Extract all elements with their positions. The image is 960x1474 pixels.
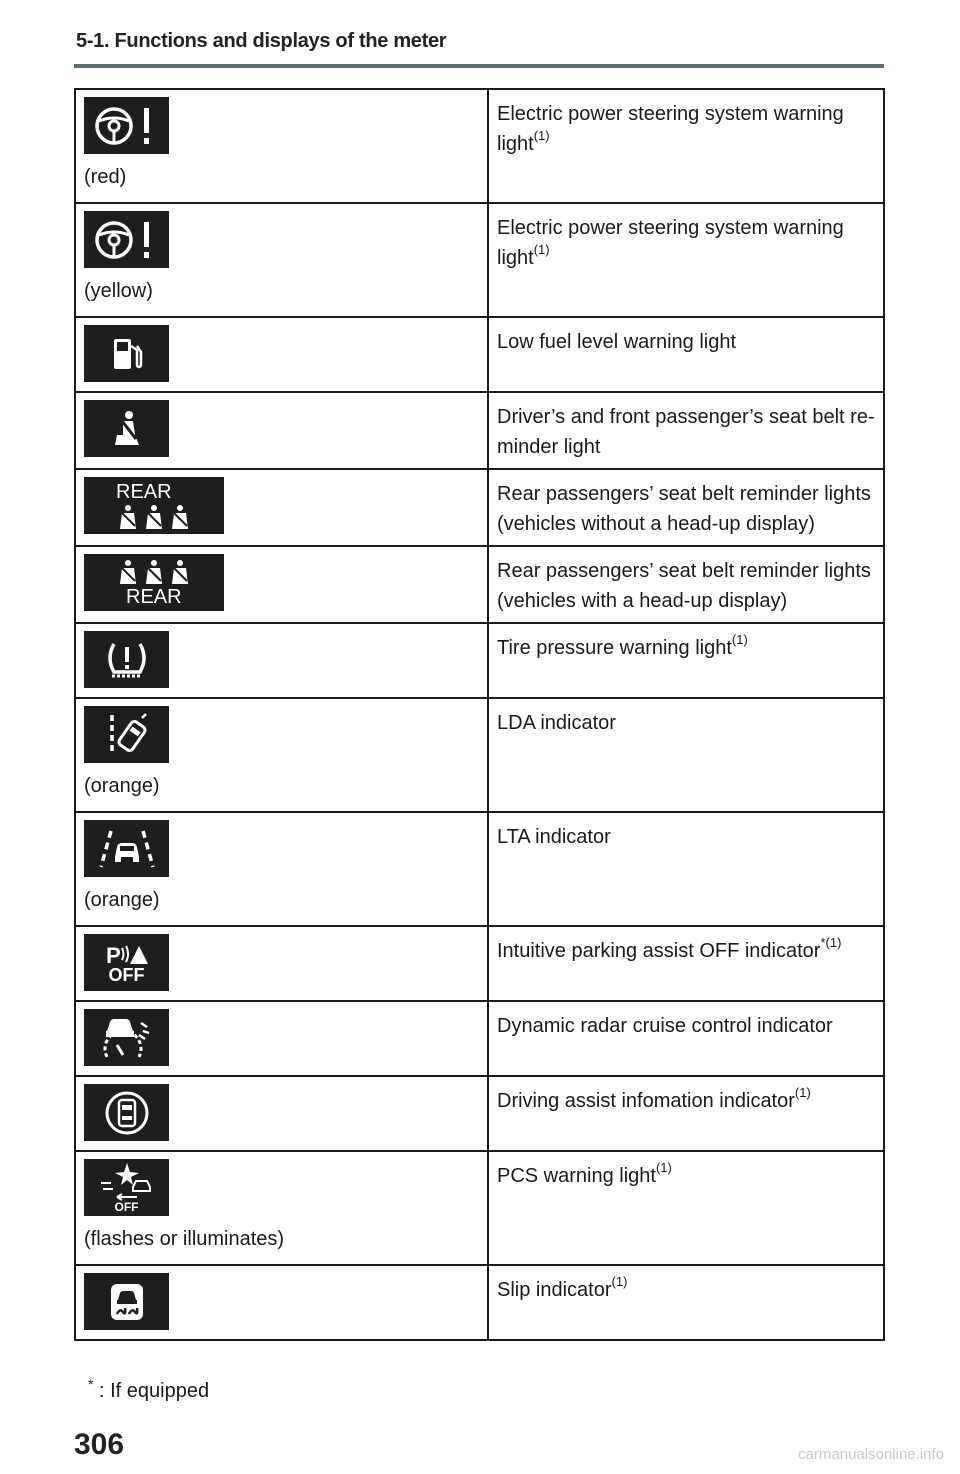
color-note: (flashes or illuminates)	[84, 1228, 285, 1250]
radar-cruise-icon	[84, 1009, 169, 1066]
icon-label: OFF	[108, 964, 145, 985]
footnote-marker: *	[88, 1376, 94, 1392]
light-description: Dynamic radar cruise control indicator	[497, 1015, 833, 1037]
tire-pressure-icon	[84, 631, 169, 688]
icon-label: OFF	[114, 1199, 139, 1214]
footnote-text: : If equipped	[99, 1380, 210, 1402]
power-steering-warning-icon	[84, 211, 169, 268]
footnote-ref: (1)	[731, 632, 748, 647]
footnote-ref: (1)	[611, 1274, 628, 1289]
color-note: (orange)	[84, 889, 160, 911]
table-row	[75, 1151, 884, 1265]
table-row	[75, 469, 884, 546]
light-description: Electric power steering system warning light	[497, 217, 844, 269]
color-note: (yellow)	[84, 280, 153, 302]
pcs-warning-icon	[84, 1159, 169, 1216]
light-description: Rear passengers’ seat belt reminder lights (vehicles without a head-up display)	[497, 483, 871, 535]
light-description: Intuitive parking assist OFF indicator	[497, 940, 821, 962]
footnote-ref: (1)	[655, 1160, 672, 1175]
warning-lights-table	[74, 88, 885, 1341]
light-description: Rear passengers’ seat belt reminder lights (vehicles with a head-up display)	[497, 560, 871, 612]
table-row	[75, 623, 884, 698]
header-rule	[74, 64, 884, 68]
table-row	[75, 1265, 884, 1340]
table-row	[75, 1001, 884, 1076]
light-description: LTA indicator	[497, 826, 611, 848]
low-fuel-icon	[84, 325, 169, 382]
watermark: carmanualsonline.info	[798, 1446, 944, 1463]
footnote-ref: (1)	[794, 1085, 811, 1100]
color-note: (orange)	[84, 775, 160, 797]
seat-belt-reminder-icon	[84, 400, 169, 457]
rear-seat-belt-hud-icon	[84, 554, 224, 611]
table-row	[75, 698, 884, 812]
table-row	[75, 546, 884, 623]
footnote-ref: *(1)	[820, 935, 842, 950]
rear-seat-belt-icon	[84, 477, 224, 534]
table-row	[75, 1076, 884, 1151]
table-row	[75, 317, 884, 392]
footnote-ref: (1)	[533, 242, 550, 257]
table-row	[75, 203, 884, 317]
footnote-ref: (1)	[533, 128, 550, 143]
lta-icon	[84, 820, 169, 877]
driving-assist-info-icon	[84, 1084, 169, 1141]
light-description: Driving assist infomation indicator	[497, 1090, 795, 1112]
color-note: (red)	[84, 166, 127, 188]
table-row	[75, 812, 884, 926]
light-description: Low fuel level warning light	[497, 331, 737, 353]
lda-icon	[84, 706, 169, 763]
table-row	[75, 926, 884, 1001]
power-steering-warning-icon	[84, 97, 169, 154]
light-description: LDA indicator	[497, 712, 616, 734]
light-description: Tire pressure warning light	[497, 637, 732, 659]
parking-assist-off-icon	[84, 934, 169, 991]
light-description: Slip indicator	[497, 1279, 612, 1301]
footnote	[88, 1376, 209, 1403]
section-title: 5-1. Functions and displays of the meter	[76, 30, 447, 52]
table-row	[75, 392, 884, 469]
light-description: Driver’s and front passenger’s seat belt re-minder light	[497, 406, 875, 458]
icon-label: REAR	[126, 585, 182, 608]
light-description: Electric power steering system warning light	[497, 103, 844, 155]
slip-indicator-icon	[84, 1273, 169, 1330]
light-description: PCS warning light	[497, 1165, 656, 1187]
page-number: 306	[74, 1428, 125, 1461]
svg-text:P: P	[105, 942, 121, 966]
table-row	[75, 89, 884, 203]
icon-label: REAR	[116, 480, 172, 503]
